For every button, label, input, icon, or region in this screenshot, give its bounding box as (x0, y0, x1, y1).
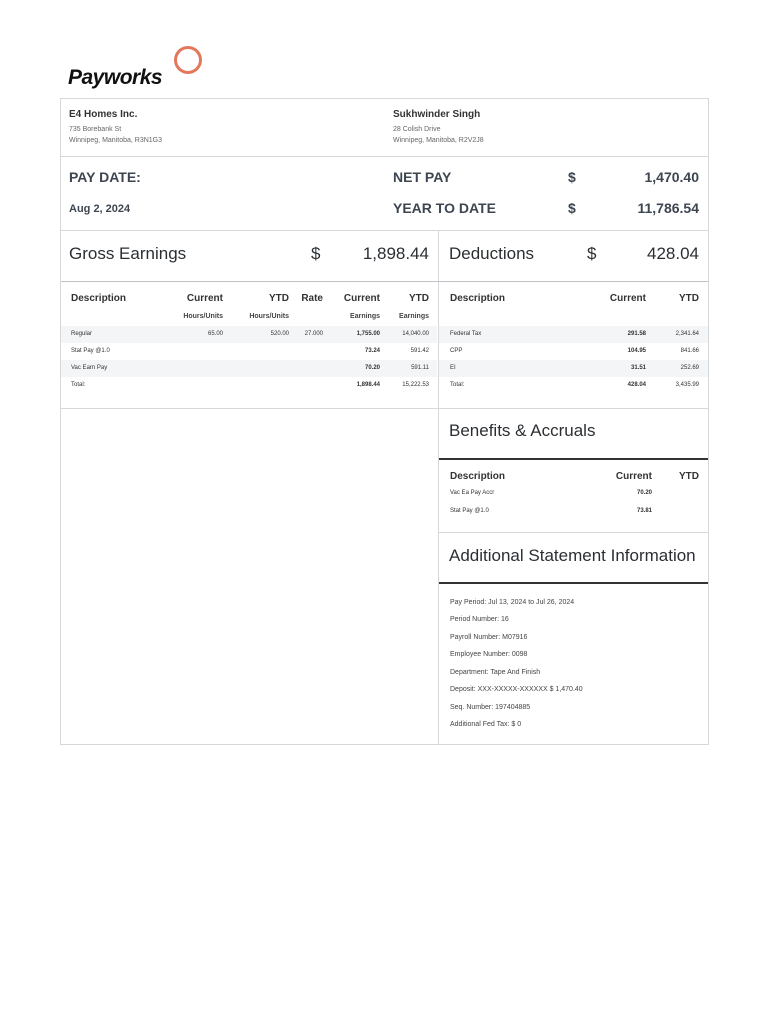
ben-col-description: Description (450, 471, 506, 482)
benefits-title: Benefits & Accruals (449, 421, 596, 440)
info-employee-number: Employee Number: 0098 (450, 651, 528, 658)
earn-row-cur-earn: 1,755.00 (356, 331, 380, 337)
earn-row-ytd-earn: 591.42 (410, 348, 429, 354)
earn-col-description: Description (71, 293, 127, 304)
divider (61, 156, 708, 157)
ded-row-desc: Federal Tax (450, 331, 482, 337)
ytd-amount: 11,786.54 (637, 200, 699, 216)
gross-earnings-title: Gross Earnings (69, 244, 187, 263)
employer-address-2: Winnipeg, Manitoba, R3N1G3 (69, 137, 162, 144)
logo-ring-icon (174, 46, 202, 74)
ded-row-current: 104.95 (627, 348, 646, 354)
earn-row-ytd-earn: 14,040.00 (402, 331, 429, 337)
divider (61, 281, 708, 282)
divider (61, 408, 708, 409)
additional-title: Additional Statement Information (449, 546, 696, 565)
ded-total-ytd: 3,435.99 (675, 382, 699, 388)
net-pay-amount: 1,470.40 (644, 169, 699, 185)
ben-row-current: 70.20 (636, 490, 652, 496)
deductions-total: 428.04 (647, 244, 699, 263)
ded-row-ytd: 2,341.64 (675, 331, 699, 337)
ded-row-desc: CPP (450, 348, 463, 354)
earn-row-cur-earn: 70.20 (364, 365, 380, 371)
ded-col-current: Current (609, 293, 646, 304)
deductions-title: Deductions (449, 244, 535, 263)
earn-row-desc: Regular (71, 331, 93, 337)
ded-total-current: 428.04 (627, 382, 646, 388)
earn-sub-current-earnings: Earnings (350, 313, 380, 320)
earn-row-ytd-earn: 591.11 (411, 365, 429, 371)
ben-col-current: Current (615, 471, 652, 482)
earn-total-label: Total: (71, 382, 86, 388)
ded-col-ytd: YTD (679, 293, 699, 304)
earn-row-cur-earn: 73.24 (364, 348, 380, 354)
ded-col-description: Description (450, 293, 506, 304)
employer-name: E4 Homes Inc. (69, 109, 138, 120)
info-period-number: Period Number: 16 (450, 616, 509, 623)
earn-total-ytd: 15,222.53 (402, 382, 429, 388)
earn-col-current-units: Current (186, 293, 223, 304)
earn-row-rate: 27.000 (304, 331, 323, 337)
employee-address-1: 28 Colish Drive (393, 126, 441, 133)
info-additional-fed-tax: Additional Fed Tax: $ 0 (450, 721, 522, 728)
ded-row-current: 291.58 (627, 331, 646, 337)
employee-name: Sukhwinder Singh (393, 109, 481, 120)
column-divider (438, 230, 439, 744)
employer-address-1: 735 Borebank St (69, 126, 122, 133)
earn-row-cur-units: 65.00 (207, 331, 223, 337)
ded-total-label: Total: (450, 382, 465, 388)
ded-row-desc: EI (450, 365, 456, 371)
earn-col-ytd-earnings: YTD (409, 293, 429, 304)
pay-stub (60, 98, 709, 745)
ytd-currency: $ (568, 200, 576, 216)
earn-col-ytd-units: YTD (269, 293, 289, 304)
ben-row-desc: Stat Pay @1.0 (450, 508, 489, 514)
earn-row-desc: Vac Earn Pay (71, 365, 108, 371)
divider (439, 532, 708, 533)
earn-col-rate: Rate (301, 293, 323, 304)
ded-row-ytd: 252.69 (680, 365, 699, 371)
earn-col-current-earnings: Current (343, 293, 380, 304)
info-seq-number: Seq. Number: 197404885 (450, 704, 531, 711)
ben-row-current: 73.81 (636, 508, 652, 514)
info-deposit: Deposit: XXX-XXXXX-XXXXXX $ 1,470.40 (450, 686, 583, 693)
earn-total-current: 1,898.44 (356, 382, 380, 388)
logo-text: Payworks (68, 66, 163, 89)
info-department: Department: Tape And Finish (450, 669, 541, 676)
ben-row-desc: Vac Ea Pay Accr (450, 490, 495, 496)
earn-row-ytd-units: 520.00 (270, 331, 289, 337)
ben-col-ytd: YTD (679, 471, 699, 482)
ytd-label: YEAR TO DATE (393, 200, 496, 216)
deductions-currency: $ (587, 244, 597, 263)
divider (61, 230, 708, 231)
info-pay-period: Pay Period: Jul 13, 2024 to Jul 26, 2024 (450, 599, 575, 606)
section-rule (439, 582, 708, 584)
gross-earnings-total: 1,898.44 (362, 244, 429, 263)
earn-sub-ytd-earnings: Earnings (399, 313, 429, 320)
earn-sub-ytd-units: Hours/Units (249, 313, 289, 320)
pay-date-label: PAY DATE: (69, 169, 141, 185)
gross-earnings-currency: $ (311, 244, 321, 263)
ded-row-current: 31.51 (630, 365, 646, 371)
info-payroll-number: Payroll Number: M07916 (450, 634, 528, 641)
section-rule (439, 458, 708, 460)
ded-row-ytd: 841.66 (680, 348, 699, 354)
net-pay-currency: $ (568, 169, 576, 185)
net-pay-label: NET PAY (393, 169, 452, 185)
employee-address-2: Winnipeg, Manitoba, R2V2J8 (393, 137, 484, 144)
pay-date: Aug 2, 2024 (69, 203, 131, 215)
earn-sub-current-units: Hours/Units (183, 313, 223, 320)
earn-row-desc: Stat Pay @1.0 (71, 348, 110, 354)
